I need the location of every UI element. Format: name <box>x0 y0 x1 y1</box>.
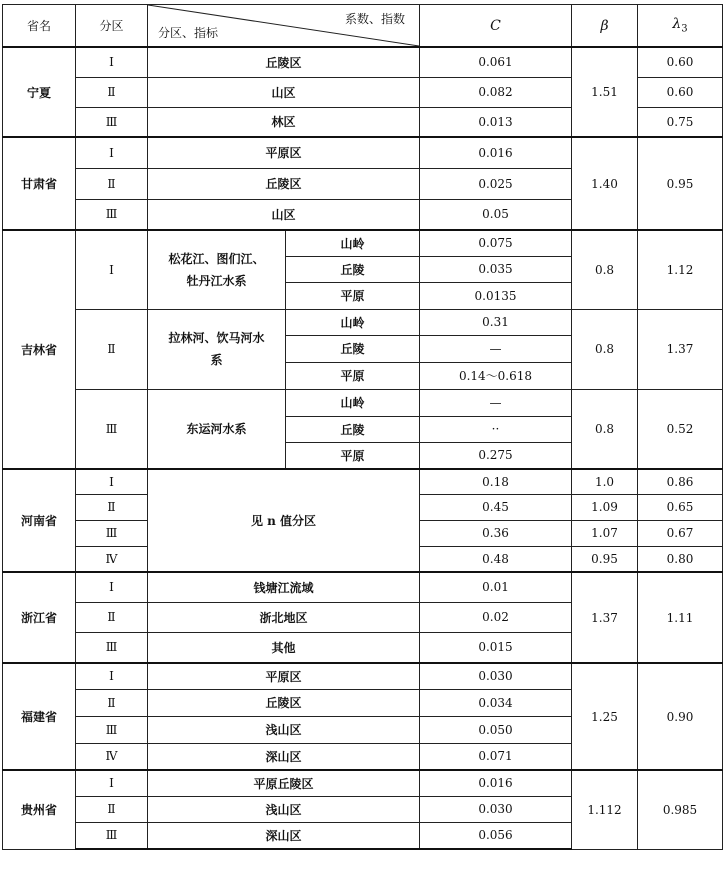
table-row <box>3 770 723 796</box>
terrain-cell: 丘陵 <box>286 335 420 362</box>
c-value-cell: 0.030 <box>420 663 572 689</box>
zone-cell: Ⅲ <box>76 199 148 230</box>
header-beta-label: β <box>600 17 609 34</box>
c-value-cell: 0.075 <box>420 230 572 256</box>
c-value-cell: 0.0135 <box>420 282 572 309</box>
area-cell: 平原丘陵区 <box>148 770 420 796</box>
province-cell: 福建省 <box>3 663 76 770</box>
area-cell: 钱塘江流域 <box>148 572 420 602</box>
river-system-cell: 拉林河、饮马河水系 <box>148 309 286 389</box>
area-cell: 见 n 值分区 <box>148 469 420 572</box>
zone-cell: Ⅳ <box>76 743 148 770</box>
area-cell: 丘陵区 <box>148 47 420 77</box>
lambda-cell: 1.11 <box>638 572 723 663</box>
zone-cell: Ⅰ <box>76 770 148 796</box>
beta-cell: 1.25 <box>572 663 638 770</box>
province-cell: 河南省 <box>3 469 76 572</box>
zone-cell: Ⅰ <box>76 230 148 309</box>
area-cell: 深山区 <box>148 822 420 849</box>
table-body <box>3 47 723 849</box>
header-diagonal-cell <box>148 5 420 48</box>
zone-cell: Ⅲ <box>76 389 148 469</box>
c-value-cell: 0.013 <box>420 107 572 137</box>
zone-cell: Ⅰ <box>76 663 148 689</box>
area-cell: 浅山区 <box>148 796 420 822</box>
header-c-label: C <box>490 17 501 34</box>
c-value-cell: 0.14～0.618 <box>420 362 572 389</box>
c-value-cell: 0.061 <box>420 47 572 77</box>
zone-cell: Ⅱ <box>76 494 148 520</box>
c-value-cell: 0.030 <box>420 796 572 822</box>
area-cell: 深山区 <box>148 743 420 770</box>
area-cell: 林区 <box>148 107 420 137</box>
c-value-cell: 0.071 <box>420 743 572 770</box>
area-cell: 平原区 <box>148 137 420 168</box>
c-value-cell: 0.016 <box>420 137 572 168</box>
parameter-table <box>2 4 723 850</box>
beta-cell: 1.112 <box>572 770 638 849</box>
area-cell: 丘陵区 <box>148 689 420 716</box>
lambda-cell: 0.86 <box>638 469 723 494</box>
area-cell: 浅山区 <box>148 716 420 743</box>
table-row <box>3 469 723 494</box>
beta-cell: 0.95 <box>572 546 638 572</box>
c-value-cell: 0.36 <box>420 520 572 546</box>
lambda-cell: 1.12 <box>638 230 723 309</box>
header-zone: 分区 <box>76 5 148 48</box>
beta-cell: 1.37 <box>572 572 638 663</box>
c-value-cell: 0.45 <box>420 494 572 520</box>
province-cell: 贵州省 <box>3 770 76 849</box>
beta-cell: 1.40 <box>572 137 638 230</box>
beta-cell: 0.8 <box>572 230 638 309</box>
lambda-cell: 1.37 <box>638 309 723 389</box>
c-value-cell: — <box>420 335 572 362</box>
beta-cell: 0.8 <box>572 389 638 469</box>
area-cell: 山区 <box>148 199 420 230</box>
zone-cell: Ⅲ <box>76 520 148 546</box>
terrain-cell: 平原 <box>286 442 420 469</box>
zone-cell: Ⅰ <box>76 469 148 494</box>
c-value-cell: 0.48 <box>420 546 572 572</box>
header-beta <box>572 5 638 48</box>
c-value-cell: ·· <box>420 416 572 442</box>
lambda-cell: 0.52 <box>638 389 723 469</box>
zone-cell: Ⅱ <box>76 602 148 632</box>
river-system-cell: 松花江、图们江、牡丹江水系 <box>148 230 286 309</box>
c-value-cell: 0.18 <box>420 469 572 494</box>
province-cell: 浙江省 <box>3 572 76 663</box>
table-row <box>3 230 723 256</box>
header-zone-indicator-label: 分区、指标 <box>158 26 219 40</box>
zone-cell: Ⅰ <box>76 47 148 77</box>
terrain-cell: 山岭 <box>286 230 420 256</box>
table-row <box>3 389 723 416</box>
zone-cell: Ⅱ <box>76 309 148 389</box>
lambda-cell: 0.90 <box>638 663 723 770</box>
c-value-cell: 0.016 <box>420 770 572 796</box>
header-c <box>420 5 572 48</box>
table-row <box>3 137 723 168</box>
header-coef-index-label: 系数、指数 <box>344 12 405 26</box>
terrain-cell: 平原 <box>286 362 420 389</box>
province-cell: 宁夏 <box>3 47 76 137</box>
c-value-cell: 0.05 <box>420 199 572 230</box>
lambda-cell: 0.60 <box>638 77 723 107</box>
table-header-row <box>3 5 723 48</box>
lambda-cell: 0.67 <box>638 520 723 546</box>
header-lambda-subscript: 3 <box>681 23 688 35</box>
zone-cell: Ⅲ <box>76 822 148 849</box>
beta-cell: 1.09 <box>572 494 638 520</box>
zone-cell: Ⅲ <box>76 632 148 663</box>
terrain-cell: 山岭 <box>286 309 420 335</box>
zone-cell: Ⅰ <box>76 137 148 168</box>
table-row <box>3 309 723 335</box>
c-value-cell: 0.034 <box>420 689 572 716</box>
table-row <box>3 47 723 77</box>
province-cell: 吉林省 <box>3 230 76 469</box>
area-cell: 浙北地区 <box>148 602 420 632</box>
terrain-cell: 丘陵 <box>286 416 420 442</box>
c-value-cell: 0.082 <box>420 77 572 107</box>
lambda-cell: 0.60 <box>638 47 723 77</box>
zone-cell: Ⅱ <box>76 796 148 822</box>
river-system-cell: 东运河水系 <box>148 389 286 469</box>
c-value-cell: 0.056 <box>420 822 572 849</box>
header-lambda <box>638 5 723 48</box>
terrain-cell: 平原 <box>286 282 420 309</box>
c-value-cell: — <box>420 389 572 416</box>
area-cell: 平原区 <box>148 663 420 689</box>
zone-cell: Ⅳ <box>76 546 148 572</box>
c-value-cell: 0.31 <box>420 309 572 335</box>
beta-cell: 1.07 <box>572 520 638 546</box>
beta-cell: 1.51 <box>572 47 638 137</box>
zone-cell: Ⅰ <box>76 572 148 602</box>
area-cell: 山区 <box>148 77 420 107</box>
c-value-cell: 0.050 <box>420 716 572 743</box>
lambda-cell: 0.95 <box>638 137 723 230</box>
beta-cell: 0.8 <box>572 309 638 389</box>
terrain-cell: 丘陵 <box>286 256 420 282</box>
header-lambda-label: λ <box>672 16 682 33</box>
zone-cell: Ⅱ <box>76 689 148 716</box>
c-value-cell: 0.275 <box>420 442 572 469</box>
lambda-cell: 0.985 <box>638 770 723 849</box>
c-value-cell: 0.015 <box>420 632 572 663</box>
table-row <box>3 663 723 689</box>
area-cell: 丘陵区 <box>148 168 420 199</box>
lambda-cell: 0.75 <box>638 107 723 137</box>
c-value-cell: 0.035 <box>420 256 572 282</box>
lambda-cell: 0.65 <box>638 494 723 520</box>
zone-cell: Ⅲ <box>76 107 148 137</box>
parameter-table-document <box>2 4 722 876</box>
beta-cell: 1.0 <box>572 469 638 494</box>
header-province: 省名 <box>3 5 76 48</box>
area-cell: 其他 <box>148 632 420 663</box>
c-value-cell: 0.025 <box>420 168 572 199</box>
table-row <box>3 572 723 602</box>
zone-cell: Ⅱ <box>76 168 148 199</box>
province-cell: 甘肃省 <box>3 137 76 230</box>
c-value-cell: 0.02 <box>420 602 572 632</box>
zone-cell: Ⅲ <box>76 716 148 743</box>
c-value-cell: 0.01 <box>420 572 572 602</box>
terrain-cell: 山岭 <box>286 389 420 416</box>
zone-cell: Ⅱ <box>76 77 148 107</box>
lambda-cell: 0.80 <box>638 546 723 572</box>
